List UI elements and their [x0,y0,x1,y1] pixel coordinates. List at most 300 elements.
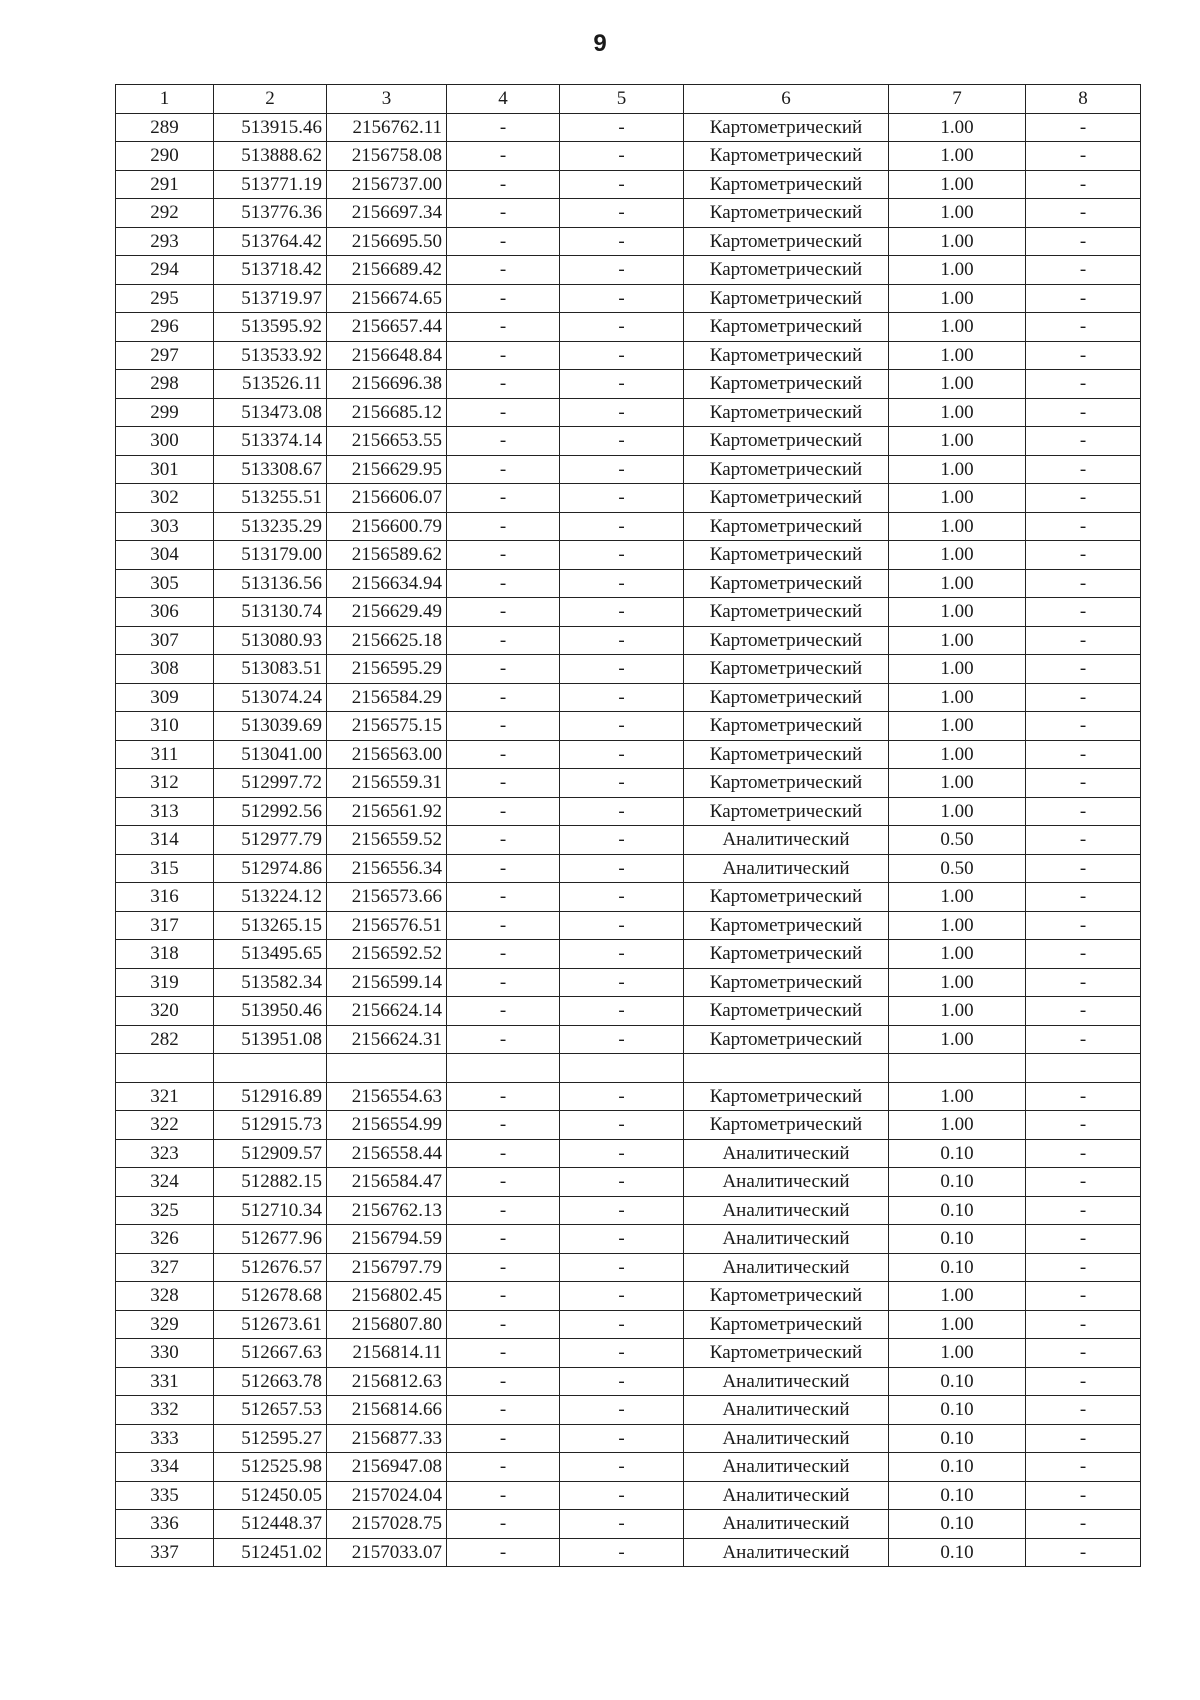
method-cell: Аналитический [684,1225,889,1254]
method-cell: Картометрический [684,484,889,513]
column-4-cell: - [447,683,560,712]
method-cell: Картометрический [684,997,889,1026]
table-row [116,1510,1141,1539]
column-4-cell: - [447,256,560,285]
x-coordinate-cell: 513915.46 [214,113,327,142]
y-coordinate-cell: 2156814.11 [327,1339,447,1368]
column-8-cell: - [1026,854,1141,883]
accuracy-cell: 0.10 [889,1139,1026,1168]
x-coordinate-cell [214,1054,327,1083]
method-cell: Аналитический [684,854,889,883]
method-cell: Картометрический [684,199,889,228]
column-8-cell: - [1026,1282,1141,1311]
x-coordinate-cell: 513224.12 [214,883,327,912]
column-8-cell: - [1026,997,1141,1026]
x-coordinate-cell: 513308.67 [214,455,327,484]
column-8-cell: - [1026,142,1141,171]
column-4-cell: - [447,1282,560,1311]
y-coordinate-cell: 2156689.42 [327,256,447,285]
column-5-cell: - [560,256,684,285]
x-coordinate-cell: 512992.56 [214,797,327,826]
y-coordinate-cell: 2156599.14 [327,968,447,997]
method-cell: Картометрический [684,455,889,484]
column-8-cell: - [1026,170,1141,199]
accuracy-cell: 1.00 [889,911,1026,940]
column-5-cell: - [560,1111,684,1140]
table-row [116,1424,1141,1453]
x-coordinate-cell: 512663.78 [214,1367,327,1396]
point-number-cell: 322 [116,1111,214,1140]
table-row [116,911,1141,940]
method-cell: Картометрический [684,256,889,285]
x-coordinate-cell: 512974.86 [214,854,327,883]
x-coordinate-cell: 513041.00 [214,740,327,769]
accuracy-cell: 1.00 [889,1082,1026,1111]
table-row [116,655,1141,684]
column-8-cell: - [1026,313,1141,342]
column-5-cell: - [560,826,684,855]
accuracy-cell: 1.00 [889,256,1026,285]
column-4-cell: - [447,569,560,598]
table-row [116,1025,1141,1054]
y-coordinate-cell: 2156797.79 [327,1253,447,1282]
column-8-cell: - [1026,1196,1141,1225]
y-coordinate-cell: 2156674.65 [327,284,447,313]
point-number-cell: 324 [116,1168,214,1197]
x-coordinate-cell: 512525.98 [214,1453,327,1482]
method-cell: Картометрический [684,1025,889,1054]
accuracy-cell: 0.10 [889,1510,1026,1539]
table-row [116,997,1141,1026]
column-4-cell: - [447,1082,560,1111]
table-row [116,256,1141,285]
column-8-cell: - [1026,826,1141,855]
x-coordinate-cell: 513235.29 [214,512,327,541]
column-4-cell: - [447,1481,560,1510]
accuracy-cell: 1.00 [889,968,1026,997]
column-4-cell: - [447,797,560,826]
point-number-cell: 289 [116,113,214,142]
column-5-cell: - [560,170,684,199]
accuracy-cell: 1.00 [889,142,1026,171]
table-row [116,1111,1141,1140]
x-coordinate-cell: 513179.00 [214,541,327,570]
point-number-cell: 309 [116,683,214,712]
y-coordinate-cell: 2156802.45 [327,1282,447,1311]
point-number-cell: 290 [116,142,214,171]
column-8-cell: - [1026,1253,1141,1282]
column-8-cell: - [1026,427,1141,456]
accuracy-cell: 1.00 [889,341,1026,370]
accuracy-cell: 1.00 [889,740,1026,769]
column-8-cell: - [1026,968,1141,997]
x-coordinate-cell: 512882.15 [214,1168,327,1197]
accuracy-cell: 1.00 [889,883,1026,912]
column-8-cell: - [1026,740,1141,769]
column-5-cell: - [560,1282,684,1311]
y-coordinate-cell: 2156624.14 [327,997,447,1026]
table-row [116,170,1141,199]
y-coordinate-cell: 2157028.75 [327,1510,447,1539]
point-number-cell: 321 [116,1082,214,1111]
table-row [116,512,1141,541]
column-4-cell: - [447,1424,560,1453]
table-row [116,427,1141,456]
method-cell: Картометрический [684,227,889,256]
column-5-cell: - [560,227,684,256]
point-number-cell: 294 [116,256,214,285]
table-row [116,1139,1141,1168]
column-4-cell: - [447,1139,560,1168]
accuracy-cell: 1.00 [889,598,1026,627]
accuracy-cell: 0.10 [889,1538,1026,1567]
column-8-cell: - [1026,1453,1141,1482]
column-8-cell: - [1026,911,1141,940]
y-coordinate-cell: 2156559.52 [327,826,447,855]
column-8-cell: - [1026,113,1141,142]
column-5-cell [560,1054,684,1083]
column-5-cell: - [560,598,684,627]
x-coordinate-cell: 512977.79 [214,826,327,855]
column-4-cell: - [447,1225,560,1254]
point-number-cell: 333 [116,1424,214,1453]
table-row [116,968,1141,997]
column-5-cell: - [560,1367,684,1396]
method-cell: Аналитический [684,1196,889,1225]
column-4-cell: - [447,1396,560,1425]
column-8-cell: - [1026,284,1141,313]
accuracy-cell: 1.00 [889,655,1026,684]
column-5-cell: - [560,113,684,142]
x-coordinate-cell: 513255.51 [214,484,327,513]
accuracy-cell: 1.00 [889,370,1026,399]
x-coordinate-cell: 513136.56 [214,569,327,598]
accuracy-cell: 0.10 [889,1424,1026,1453]
y-coordinate-cell: 2156625.18 [327,626,447,655]
accuracy-cell: 1.00 [889,712,1026,741]
point-number-cell [116,1054,214,1083]
x-coordinate-cell: 513074.24 [214,683,327,712]
column-4-cell: - [447,142,560,171]
accuracy-cell: 1.00 [889,313,1026,342]
table-row [116,769,1141,798]
column-4-cell: - [447,854,560,883]
column-5-cell: - [560,142,684,171]
column-5-cell: - [560,484,684,513]
column-8-cell: - [1026,1538,1141,1567]
table-header [116,85,1141,114]
table-row [116,1481,1141,1510]
accuracy-cell: 0.10 [889,1396,1026,1425]
point-number-cell: 320 [116,997,214,1026]
column-5-cell: - [560,1424,684,1453]
table-row [116,1082,1141,1111]
point-number-cell: 303 [116,512,214,541]
column-5-cell: - [560,626,684,655]
point-number-cell: 295 [116,284,214,313]
accuracy-cell: 0.50 [889,826,1026,855]
accuracy-cell: 1.00 [889,170,1026,199]
table-row [116,569,1141,598]
column-5-cell: - [560,341,684,370]
point-number-cell: 306 [116,598,214,627]
column-5-cell: - [560,1510,684,1539]
point-number-cell: 300 [116,427,214,456]
accuracy-cell: 1.00 [889,199,1026,228]
column-header: 3 [327,85,447,114]
table-row [116,1253,1141,1282]
method-cell: Картометрический [684,1082,889,1111]
table-row [116,598,1141,627]
column-5-cell: - [560,569,684,598]
point-number-cell: 282 [116,1025,214,1054]
y-coordinate-cell: 2156794.59 [327,1225,447,1254]
method-cell: Картометрический [684,1339,889,1368]
column-header: 1 [116,85,214,114]
accuracy-cell: 0.10 [889,1453,1026,1482]
column-4-cell: - [447,284,560,313]
accuracy-cell: 0.10 [889,1481,1026,1510]
y-coordinate-cell: 2156624.31 [327,1025,447,1054]
column-5-cell: - [560,1396,684,1425]
method-cell: Картометрический [684,341,889,370]
accuracy-cell: 1.00 [889,1282,1026,1311]
method-cell: Картометрический [684,712,889,741]
x-coordinate-cell: 512916.89 [214,1082,327,1111]
x-coordinate-cell: 512657.53 [214,1396,327,1425]
method-cell: Картометрический [684,968,889,997]
table-row [116,370,1141,399]
table-row [116,740,1141,769]
column-5-cell: - [560,199,684,228]
column-4-cell: - [447,1253,560,1282]
point-number-cell: 305 [116,569,214,598]
column-8-cell: - [1026,1424,1141,1453]
column-8-cell: - [1026,769,1141,798]
column-5-cell: - [560,911,684,940]
column-5-cell: - [560,1225,684,1254]
point-number-cell: 313 [116,797,214,826]
y-coordinate-cell: 2156629.95 [327,455,447,484]
method-cell: Аналитический [684,826,889,855]
column-5-cell: - [560,370,684,399]
accuracy-cell: 1.00 [889,683,1026,712]
accuracy-cell: 1.00 [889,769,1026,798]
table-row [116,1310,1141,1339]
table-row [116,199,1141,228]
method-cell: Картометрический [684,569,889,598]
method-cell: Картометрический [684,1111,889,1140]
x-coordinate-cell: 513265.15 [214,911,327,940]
table-row [116,1225,1141,1254]
column-8-cell: - [1026,1339,1141,1368]
accuracy-cell: 1.00 [889,398,1026,427]
column-8-cell: - [1026,598,1141,627]
point-number-cell: 301 [116,455,214,484]
x-coordinate-cell: 513083.51 [214,655,327,684]
accuracy-cell: 1.00 [889,1339,1026,1368]
accuracy-cell: 0.10 [889,1196,1026,1225]
x-coordinate-cell: 513718.42 [214,256,327,285]
y-coordinate-cell: 2156629.49 [327,598,447,627]
method-cell: Картометрический [684,370,889,399]
column-8-cell: - [1026,341,1141,370]
method-cell: Картометрический [684,769,889,798]
table-row [116,541,1141,570]
column-5-cell: - [560,940,684,969]
column-4-cell: - [447,883,560,912]
x-coordinate-cell: 513130.74 [214,598,327,627]
y-coordinate-cell: 2156812.63 [327,1367,447,1396]
y-coordinate-cell: 2156573.66 [327,883,447,912]
method-cell: Картометрический [684,427,889,456]
y-coordinate-cell: 2156563.00 [327,740,447,769]
column-5-cell: - [560,541,684,570]
column-4-cell: - [447,370,560,399]
table-row [116,142,1141,171]
accuracy-cell: 1.00 [889,997,1026,1026]
column-4-cell: - [447,398,560,427]
point-number-cell: 319 [116,968,214,997]
column-header: 5 [560,85,684,114]
column-8-cell: - [1026,683,1141,712]
column-8-cell: - [1026,484,1141,513]
column-8-cell: - [1026,1025,1141,1054]
column-4-cell: - [447,1196,560,1225]
table-row [116,712,1141,741]
column-8-cell: - [1026,256,1141,285]
x-coordinate-cell: 513473.08 [214,398,327,427]
table-row [116,227,1141,256]
column-4-cell: - [447,911,560,940]
y-coordinate-cell: 2156634.94 [327,569,447,598]
point-number-cell: 312 [116,769,214,798]
x-coordinate-cell: 512678.68 [214,1282,327,1311]
method-cell: Картометрический [684,655,889,684]
column-4-cell: - [447,455,560,484]
point-number-cell: 297 [116,341,214,370]
accuracy-cell: 0.50 [889,854,1026,883]
column-8-cell: - [1026,940,1141,969]
accuracy-cell: 1.00 [889,1111,1026,1140]
column-5-cell: - [560,1253,684,1282]
accuracy-cell: 1.00 [889,626,1026,655]
point-number-cell: 302 [116,484,214,513]
y-coordinate-cell: 2156737.00 [327,170,447,199]
method-cell: Картометрический [684,683,889,712]
x-coordinate-cell: 512450.05 [214,1481,327,1510]
point-number-cell: 291 [116,170,214,199]
x-coordinate-cell: 513533.92 [214,341,327,370]
column-8-cell: - [1026,626,1141,655]
y-coordinate-cell: 2156556.34 [327,854,447,883]
y-coordinate-cell: 2156584.29 [327,683,447,712]
column-4-cell: - [447,769,560,798]
method-cell: Картометрический [684,1282,889,1311]
table-row [116,854,1141,883]
y-coordinate-cell: 2156758.08 [327,142,447,171]
point-number-cell: 332 [116,1396,214,1425]
table-row [116,341,1141,370]
point-number-cell: 318 [116,940,214,969]
column-8-cell: - [1026,1367,1141,1396]
point-number-cell: 335 [116,1481,214,1510]
column-4-cell: - [447,1367,560,1396]
column-4-cell: - [447,170,560,199]
column-4-cell: - [447,1538,560,1567]
point-number-cell: 326 [116,1225,214,1254]
column-5-cell: - [560,427,684,456]
table-row [116,398,1141,427]
x-coordinate-cell: 513374.14 [214,427,327,456]
table-row [116,1339,1141,1368]
point-number-cell: 330 [116,1339,214,1368]
column-4-cell: - [447,598,560,627]
column-8-cell: - [1026,1082,1141,1111]
column-8-cell: - [1026,398,1141,427]
x-coordinate-cell: 512451.02 [214,1538,327,1567]
table-row [116,883,1141,912]
point-number-cell: 292 [116,199,214,228]
method-cell: Картометрический [684,142,889,171]
table-row [116,455,1141,484]
method-cell: Аналитический [684,1139,889,1168]
column-5-cell: - [560,455,684,484]
method-cell: Аналитический [684,1453,889,1482]
accuracy-cell: 1.00 [889,541,1026,570]
x-coordinate-cell: 513595.92 [214,313,327,342]
column-5-cell: - [560,1139,684,1168]
point-number-cell: 311 [116,740,214,769]
x-coordinate-cell: 513039.69 [214,712,327,741]
y-coordinate-cell: 2156762.13 [327,1196,447,1225]
coordinates-table [115,84,1141,1567]
column-4-cell: - [447,313,560,342]
accuracy-cell: 1.00 [889,227,1026,256]
method-cell: Аналитический [684,1510,889,1539]
point-number-cell: 315 [116,854,214,883]
table-row [116,797,1141,826]
y-coordinate-cell: 2156595.29 [327,655,447,684]
column-8-cell: - [1026,883,1141,912]
y-coordinate-cell: 2157033.07 [327,1538,447,1567]
table-row [116,1054,1141,1083]
column-8-cell: - [1026,1139,1141,1168]
x-coordinate-cell: 512997.72 [214,769,327,798]
accuracy-cell: 1.00 [889,512,1026,541]
accuracy-cell: 1.00 [889,113,1026,142]
point-number-cell: 307 [116,626,214,655]
table-row [116,1453,1141,1482]
accuracy-cell: 1.00 [889,569,1026,598]
column-4-cell: - [447,997,560,1026]
table-row [116,284,1141,313]
column-5-cell: - [560,883,684,912]
accuracy-cell: 1.00 [889,284,1026,313]
table-row [116,1396,1141,1425]
method-cell: Картометрический [684,911,889,940]
y-coordinate-cell: 2156696.38 [327,370,447,399]
table-body [116,113,1141,1567]
accuracy-cell: 1.00 [889,1310,1026,1339]
x-coordinate-cell: 513776.36 [214,199,327,228]
accuracy-cell [889,1054,1026,1083]
column-header: 6 [684,85,889,114]
column-5-cell: - [560,683,684,712]
method-cell: Картометрический [684,797,889,826]
point-number-cell: 317 [116,911,214,940]
column-5-cell: - [560,712,684,741]
